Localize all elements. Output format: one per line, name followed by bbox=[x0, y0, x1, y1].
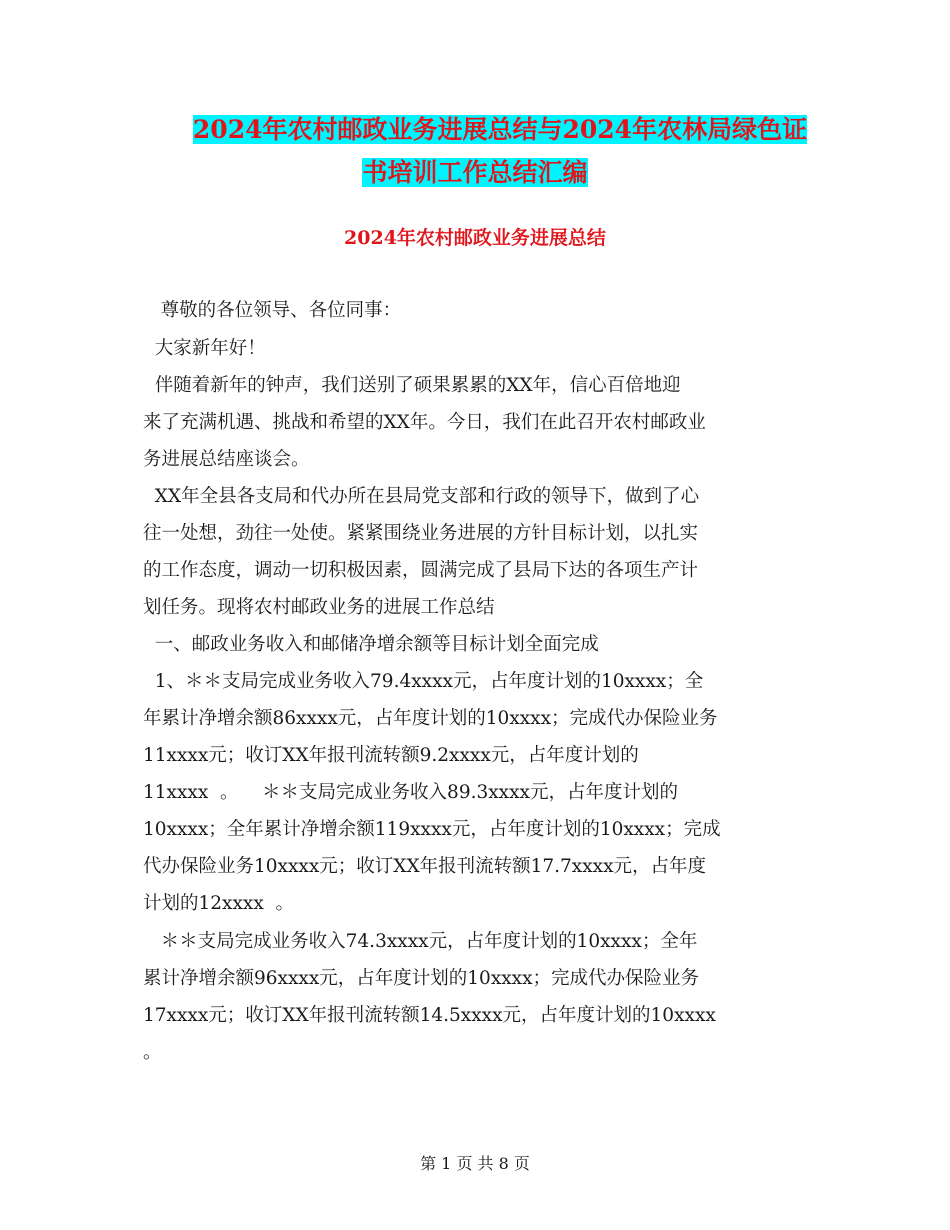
body-line: 务进展总结座谈会。 bbox=[143, 449, 310, 470]
section-title: 2024年农村邮政业务进展总结 bbox=[344, 227, 606, 249]
page-footer: 第 1 页 共 8 页 bbox=[420, 1154, 530, 1173]
body-line: 。 bbox=[143, 1042, 162, 1063]
body-line: 1、＊＊支局完成业务收入79.4xxxx元，占年度计划的10xxxx；全 bbox=[143, 671, 704, 692]
document-title-line-2 bbox=[0, 155, 950, 191]
body-line: 代办保险业务10xxxx元；收订XX年报刊流转额17.7xxxx元，占年度 bbox=[143, 856, 707, 877]
body-line: 来了充满机遇、挑战和希望的XX年。今日，我们在此召开农村邮政业 bbox=[143, 412, 706, 433]
body-line: 划任务。现将农村邮政业务的进展工作总结 bbox=[143, 597, 495, 618]
body-line: 的工作态度，调动一切积极因素，圆满完成了县局下达的各项生产计 bbox=[143, 560, 699, 581]
document-title-line-2-text: 书培训工作总结汇编 bbox=[362, 158, 588, 187]
body-line: 伴随着新年的钟声，我们送别了硕果累累的XX年，信心百倍地迎 bbox=[143, 375, 681, 396]
body-line: 计划的12xxxx 。 bbox=[143, 893, 295, 914]
body-line-salutation: 尊敬的各位领导、各位同事： bbox=[143, 300, 402, 321]
body-line: 11xxxx 。 ＊＊支局完成业务收入89.3xxxx元，占年度计划的 bbox=[143, 782, 678, 803]
document-title-line-1 bbox=[25, 112, 950, 148]
body-line: 17xxxx元；收订XX年报刊流转额14.5xxxx元，占年度计划的10xxxx bbox=[143, 1005, 716, 1026]
body-line: 累计净增余额96xxxx元，占年度计划的10xxxx；完成代办保险业务 bbox=[143, 968, 700, 989]
body-line: 年累计净增余额86xxxx元，占年度计划的10xxxx；完成代办保险业务 bbox=[143, 708, 718, 729]
body-line: ＊＊支局完成业务收入74.3xxxx元，占年度计划的10xxxx；全年 bbox=[143, 931, 698, 952]
body-line: 往一处想，劲往一处使。紧紧围绕业务进展的方针目标计划，以扎实 bbox=[143, 523, 699, 544]
body-line: 10xxxx；全年累计净增余额119xxxx元，占年度计划的10xxxx；完成 bbox=[143, 819, 721, 840]
document-title-line-1-text: 2024年农村邮政业务进展总结与2024年农林局绿色证 bbox=[192, 115, 808, 144]
body-line: 11xxxx元；收订XX年报刊流转额9.2xxxx元，占年度计划的 bbox=[143, 745, 639, 766]
body-line-greeting: 大家新年好！ bbox=[143, 338, 266, 359]
body-line-heading: 一、邮政业务收入和邮储净增余额等目标计划全面完成 bbox=[143, 634, 599, 655]
body-line: XX年全县各支局和代办所在县局党支部和行政的领导下，做到了心 bbox=[143, 486, 700, 507]
